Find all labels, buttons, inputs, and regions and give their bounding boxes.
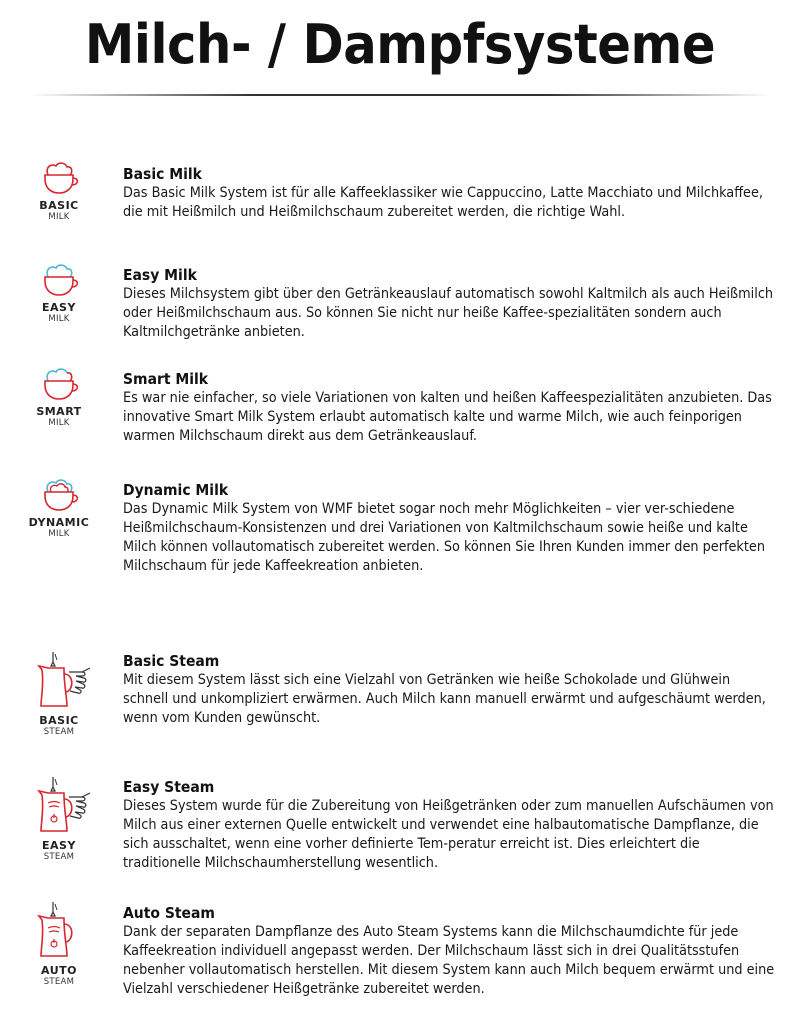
icon-label-main: AUTO xyxy=(41,964,77,977)
icon-label-main: BASIC xyxy=(39,714,79,727)
title-divider xyxy=(30,94,770,96)
entry-text xyxy=(123,266,778,342)
icon-label-sub: MILK xyxy=(48,418,70,428)
milk-cup-icon xyxy=(39,478,79,514)
icon-label-sub: MILK xyxy=(48,529,70,539)
icon-label-sub: STEAM xyxy=(43,727,75,737)
icon-label-sub: STEAM xyxy=(43,977,75,987)
icon-block xyxy=(22,478,96,539)
icon-block xyxy=(22,650,96,737)
entry-description: Dieses Milchsystem gibt über den Getränkeauslauf automatisch sowohl Kaltmilch als auch Heißmilch oder Heißmilchschaum aus. So können Sie nicht nur heiße Kaffee-spezialitäten sondern auch Kaltmilchgetränke anbieten. xyxy=(123,286,774,340)
entry-description: Dank der separaten Dampflanze des Auto Steam Systems kann die Milchschaumdichte für jede Kaffeekreation individuell angepasst werden. Der Milchschaum lässt sich in drei Qualitätsstufen nebenher vollautomatisch herstellen. Mit diesem System kann auch Milch bequem erwärmt und eine Vielzahl verschiedener Heißgetränke zubereitet werden. xyxy=(123,924,775,997)
entry-text xyxy=(123,652,778,728)
page-title: Milch- / Dampfsysteme xyxy=(84,13,716,76)
entry-title: Easy Milk xyxy=(123,266,197,284)
entry-title: Basic Milk xyxy=(123,165,202,183)
entry-text xyxy=(123,370,778,446)
entry-title: Auto Steam xyxy=(123,904,215,922)
icon-label-sub: STEAM xyxy=(43,852,75,862)
entry-description: Dieses System wurde für die Zubereitung von Heißgetränken oder zum manuellen Aufschäumen von Milch aus einer externen Quelle entwickelt und verwendet eine halbautomatische Dampflanze, die sich ausschaltet, wenn eine vorher definierte Tem-peratur erreicht ist. Dies erleichtert die traditionelle Milchschaumherstellung wesentlich. xyxy=(123,798,774,871)
icon-block xyxy=(22,900,96,987)
icon-block xyxy=(22,161,96,222)
steam-pitcher-icon xyxy=(26,650,92,712)
icon-label-main: DYNAMIC xyxy=(28,516,90,529)
entry-text xyxy=(123,165,778,222)
entry-title: Smart Milk xyxy=(123,370,209,388)
steam-pitcher-icon xyxy=(26,900,92,962)
icon-label-sub: MILK xyxy=(48,212,70,222)
icon-label-sub: MILK xyxy=(48,314,70,324)
icon-label-main: BASIC xyxy=(39,199,79,212)
icon-label-main: SMART xyxy=(36,405,82,418)
entry-text xyxy=(123,904,778,999)
entry-description: Das Dynamic Milk System von WMF bietet sogar noch mehr Möglichkeiten – vier ver-schiedene Heißmilchschaum-Konsistenzen und drei Variationen von Kaltmilchschaum sowie heiße und kalte Milch können vollautomatisch zubereitet werden. So können Sie Ihren Kunden immer den perfekten Milchschaum für jede Kaffeekreation anbieten. xyxy=(123,501,765,574)
icon-label-main: EASY xyxy=(42,301,76,314)
steam-pitcher-icon xyxy=(26,775,92,837)
icon-block xyxy=(22,367,96,428)
entry-title: Easy Steam xyxy=(123,778,215,796)
icon-block xyxy=(22,775,96,862)
entry-title: Basic Steam xyxy=(123,652,220,670)
milk-cup-icon xyxy=(39,367,79,403)
milk-cup-icon xyxy=(39,263,79,299)
icon-block xyxy=(22,263,96,324)
entry-description: Das Basic Milk System ist für alle Kaffeeklassiker wie Cappuccino, Latte Macchiato und Milchkaffee, die mit Heißmilch und Heißmilchschaum zubereitet werden, die richtige Wahl. xyxy=(123,185,763,220)
milk-cup-icon xyxy=(39,161,79,197)
entry-description: Es war nie einfacher, so viele Variationen von kalten und heißen Kaffeespezialitäten anzubieten. Das innovative Smart Milk System erlaubt automatisch kalte und warme Milch, wie auch feinporigen warmen Milchschaum direkt aus dem Getränkeauslauf. xyxy=(123,390,772,444)
icon-label-main: EASY xyxy=(42,839,76,852)
entry-description: Mit diesem System lässt sich eine Vielzahl von Getränken wie heiße Schokolade und Glühwein schnell und unkompliziert erwärmen. Auch Milch kann manuell erwärmt und aufgeschäumt werden, wenn vom Kunden gewünscht. xyxy=(123,672,766,726)
entry-title: Dynamic Milk xyxy=(123,481,229,499)
entry-text xyxy=(123,481,778,576)
entry-text xyxy=(123,778,778,873)
